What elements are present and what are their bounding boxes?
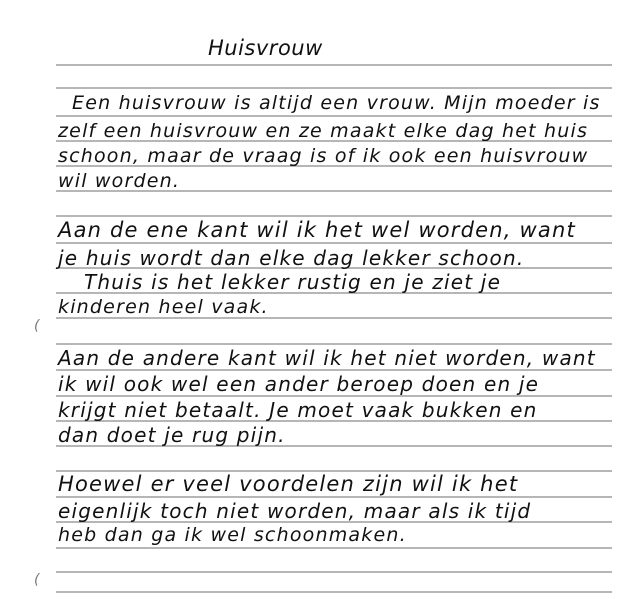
essay-line: dan doet je rug pijn.	[58, 423, 286, 447]
margin-mark: (	[34, 572, 40, 588]
essay-line: ik wil ook wel een ander beroep doen en je	[58, 372, 540, 396]
essay-line: krijgt niet betaalt. Je moet vaak bukken en	[58, 398, 538, 422]
essay-line: zelf een huisvrouw en ze maakt elke dag het huis	[58, 120, 589, 142]
essay-line: Hoewel er veel voordelen zijn wil ik het	[58, 472, 519, 496]
essay-line: Aan de ene kant wil ik het wel worden, want	[58, 218, 576, 242]
essay-line: schoon, maar de vraag is of ik ook een huisvrouw	[58, 145, 589, 167]
essay-line: je huis wordt dan elke dag lekker schoon.	[58, 246, 525, 270]
essay-line: Thuis is het lekker rustig en je ziet je	[84, 270, 502, 294]
essay-line: eigenlijk toch niet worden, maar als ik tijd	[58, 499, 532, 523]
essay-line: Een huisvrouw is altijd een vrouw. Mijn moeder is	[72, 92, 601, 114]
essay-line: heb dan ga ik wel schoonmaken.	[58, 524, 407, 546]
essay-line: kinderen heel vaak.	[58, 296, 269, 318]
essay-line: Aan de andere kant wil ik het niet worden, want	[58, 346, 596, 370]
margin-mark: (	[34, 318, 40, 334]
essay-line: wil worden.	[58, 170, 181, 192]
essay-title: Huisvrouw	[208, 36, 323, 60]
